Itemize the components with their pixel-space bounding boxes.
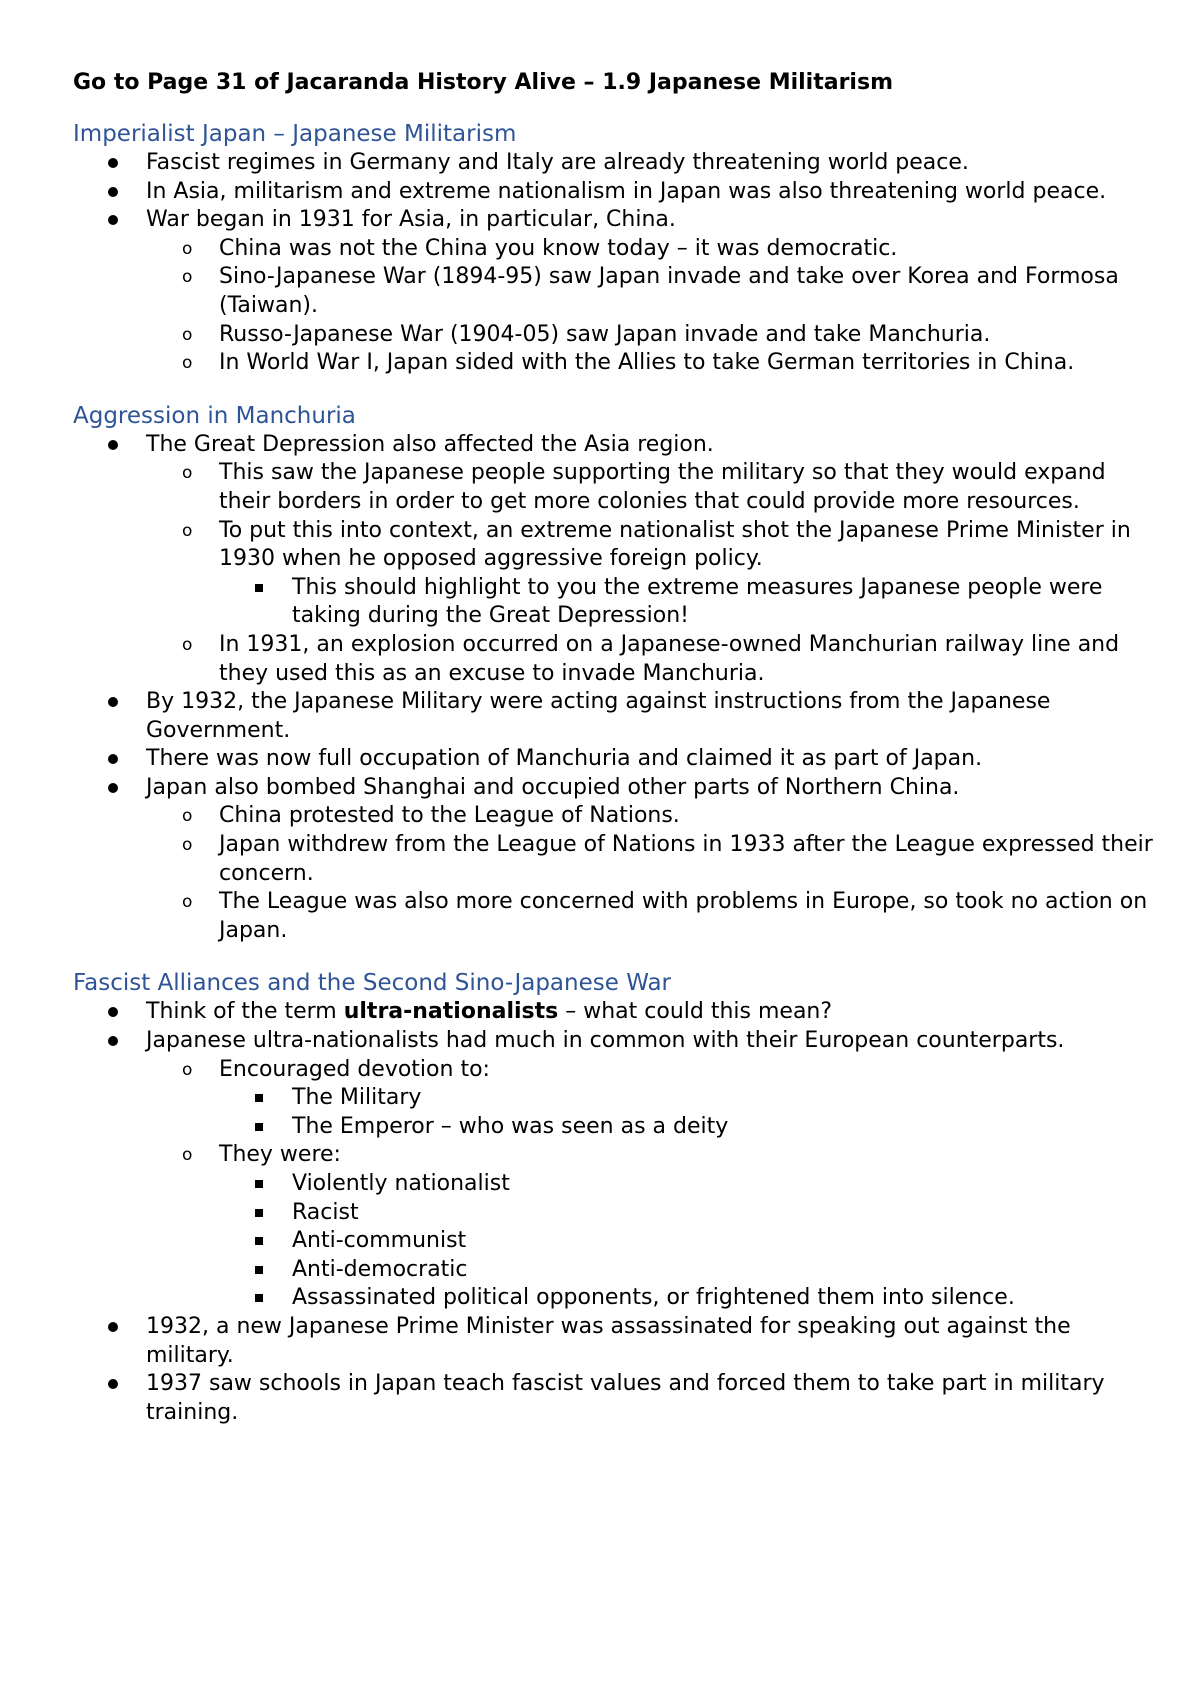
bullet-circle-icon: o [182, 463, 193, 484]
section-heading: Imperialist Japan – Japanese Militarism [73, 121, 517, 147]
bullet-dot-icon [108, 187, 118, 197]
list-item [73, 1170, 1153, 1199]
list-item-text: Think of the term [146, 999, 344, 1025]
bullet-circle-icon: o [182, 892, 193, 913]
bold-term: ultra-nationalists [343, 999, 559, 1025]
list-item-text: The Emperor – who was seen as a deity [292, 1113, 729, 1139]
list-item-text: In Asia, militarism and extreme nationalism in Japan was also threatening world peace. [146, 178, 1107, 204]
list-item-text: War began in 1931 for Asia, in particular, China. [146, 207, 676, 233]
list-item-text: This should highlight to you the extreme measures Japanese people were taking during the Great Depression! [292, 574, 1103, 629]
list-item-text: 1932, a new Japanese Prime Minister was assassinated for speaking out against the military. [146, 1313, 1071, 1368]
document-page [73, 68, 1153, 1451]
list-item-text: In 1931, an explosion occurred on a Japanese-owned Manchurian railway line and they used this as an excuse to invade Manchuria. [219, 631, 1120, 686]
section-fascist-alliances [73, 969, 1153, 1427]
bullet-square-icon [255, 1094, 263, 1102]
list-item-text: Japan also bombed Shanghai and occupied other parts of Northern China. [146, 774, 960, 800]
bullet-square-icon [255, 1123, 263, 1131]
list-item-text: Encouraged devotion to: [219, 1056, 490, 1082]
list-item-text: This saw the Japanese people supporting the military so that they would expand their borders in order to get more colonies that could provide more resources. [219, 460, 1106, 514]
list-item [73, 149, 1153, 178]
list-item [73, 688, 1153, 745]
list-item-text: Sino-Japanese War (1894-95) saw Japan invade and take over Korea and Formosa (Taiwan). [219, 264, 1119, 318]
list-item [73, 802, 1153, 831]
bullet-dot-icon [108, 158, 118, 168]
document-title: Go to Page 31 of Jacaranda History Alive – 1.9 Japanese Militarism [73, 70, 893, 95]
list-item-text: Racist [292, 1199, 359, 1225]
list-item-text: China was not the China you know today – it was democratic. [219, 235, 898, 261]
list-item-text: Violently nationalist [292, 1171, 510, 1196]
section-aggression-manchuria [73, 402, 1153, 946]
list-item [73, 1284, 1153, 1313]
bullet-circle-icon: o [182, 267, 193, 288]
bullet-circle-icon: o [182, 835, 193, 856]
list-item-text: Assassinated political opponents, or frightened them into silence. [292, 1285, 1015, 1311]
bullet-square-icon [255, 1266, 263, 1274]
list-item [73, 574, 1153, 631]
list-item [73, 431, 1153, 460]
bullet-circle-icon: o [182, 806, 193, 827]
list-item-text: The Great Depression also affected the Asia region. [146, 431, 714, 457]
list-item [73, 1084, 1153, 1113]
list-item-text: Anti-democratic [292, 1256, 468, 1282]
section-imperialist-japan [73, 120, 1153, 378]
list-item-text: By 1932, the Japanese Military were acting against instructions from the Japanese Government. [146, 689, 1051, 743]
bullet-dot-icon [108, 1379, 118, 1389]
list-item [73, 631, 1153, 688]
list-item [73, 1370, 1153, 1427]
bullet-dot-icon [108, 783, 118, 793]
section-heading: Fascist Alliances and the Second Sino-Japanese War [73, 970, 672, 997]
list-item [73, 1141, 1153, 1170]
list-item [73, 1199, 1153, 1228]
section-heading: Aggression in Manchuria [73, 402, 356, 429]
list-item [73, 349, 1153, 378]
list-item-text: Japanese ultra-nationalists had much in common with their European counterparts. [146, 1028, 1065, 1054]
bullet-circle-icon: o [182, 1059, 193, 1080]
list-item-text: Japan withdrew from the League of Nations in 1933 after the League expressed their concern. [219, 832, 1153, 886]
list-item-text: In World War I, Japan sided with the Allies to take German territories in China. [219, 350, 1075, 376]
list-item-text: 1937 saw schools in Japan teach fascist values and forced them to take part in military training. [146, 1371, 1105, 1425]
list-item-text: The Military [292, 1085, 422, 1111]
list-item [73, 1113, 1153, 1142]
bullet-circle-icon: o [182, 1145, 193, 1166]
list-item-text: China protested to the League of Nations. [219, 803, 680, 829]
list-item [73, 263, 1153, 320]
list-item [73, 1313, 1153, 1370]
bullet-dot-icon [108, 1007, 118, 1017]
list-item-text: The League was also more concerned with problems in Europe, so took no action on Japan. [219, 889, 1148, 943]
bullet-circle-icon: o [182, 238, 193, 259]
list-item-text: Russo-Japanese War (1904-05) saw Japan invade and take Manchuria. [219, 321, 991, 347]
list-item [73, 745, 1153, 774]
list-item [73, 774, 1153, 803]
list-item-text: Fascist regimes in Germany and Italy are already threatening world peace. [146, 150, 969, 175]
bullet-list [73, 149, 1153, 378]
bullet-square-icon [255, 1237, 263, 1245]
list-item [73, 459, 1153, 516]
list-item [73, 888, 1153, 945]
bullet-square-icon [255, 1180, 263, 1188]
bullet-square-icon [255, 1209, 263, 1217]
list-item [73, 998, 1153, 1027]
bullet-square-icon [255, 584, 263, 592]
list-item [73, 235, 1153, 264]
bullet-circle-icon: o [182, 353, 193, 374]
bullet-circle-icon: o [182, 324, 193, 345]
bullet-dot-icon [108, 754, 118, 764]
list-item [73, 831, 1153, 888]
list-item [73, 206, 1153, 235]
bullet-list [73, 998, 1153, 1427]
bullet-circle-icon: o [182, 520, 193, 541]
list-item [73, 517, 1153, 574]
list-item-text: Anti-communist [292, 1228, 467, 1254]
list-item-text: There was now full occupation of Manchuria and claimed it as part of Japan. [146, 746, 983, 772]
bullet-square-icon [255, 1294, 263, 1302]
list-item [73, 1056, 1153, 1085]
list-item-text: They were: [219, 1142, 341, 1168]
bullet-list [73, 431, 1153, 946]
list-item [73, 1227, 1153, 1256]
bullet-dot-icon [108, 215, 118, 225]
list-item [73, 1027, 1153, 1056]
bullet-dot-icon [108, 440, 118, 450]
list-item [73, 178, 1153, 207]
bullet-dot-icon [108, 1322, 118, 1332]
list-item-text: – what could this mean? [558, 999, 833, 1025]
bullet-circle-icon: o [182, 634, 193, 655]
bullet-dot-icon [108, 697, 118, 707]
bullet-dot-icon [108, 1036, 118, 1046]
list-item [73, 1256, 1153, 1285]
list-item [73, 321, 1153, 350]
list-item-text: To put this into context, an extreme nationalist shot the Japanese Prime Minister in 1930 when he opposed aggressive foreign policy. [219, 517, 1131, 572]
